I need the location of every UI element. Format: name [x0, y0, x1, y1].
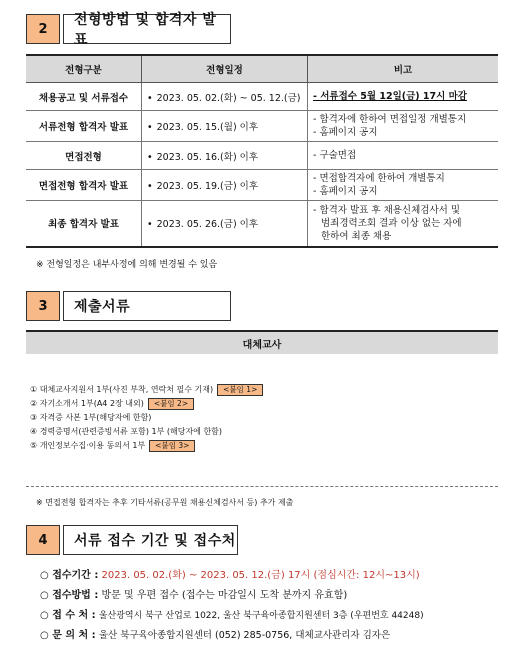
column-header-category: 전형구분 [26, 55, 142, 83]
section-2-heading [26, 12, 231, 48]
row-category: 서류전형 합격자 발표 [26, 111, 142, 142]
row-date: • 2023. 05. 16.(화) 이후 [142, 142, 308, 170]
schedule-table [26, 54, 498, 248]
row-date: • 2023. 05. 02.(화) ~ 05. 12.(금) [142, 83, 308, 111]
table-row [26, 83, 498, 111]
section-4-number: 4 [26, 525, 60, 555]
list-item: ② 자기소개서 1부(A4 2장 내외) <붙임 2> [30, 397, 263, 411]
row-note: - 합격자에 한하여 면접일정 개별통지 - 홈페이지 공지 [308, 111, 499, 142]
list-item: ① 대체교사지원서 1부(사진 부착, 연락처 필수 기재) <붙임 1> [30, 383, 263, 397]
documents-header: 대체교사 [26, 330, 498, 354]
table-row [26, 201, 498, 247]
row-category: 최종 합격자 발표 [26, 201, 142, 247]
documents-footnote: ※ 면접전형 합격자는 추후 기타서류(공무원 채용신체검사서 등) 추가 제출 [36, 498, 294, 507]
row-category: 면접전형 합격자 발표 [26, 170, 142, 201]
row-date: • 2023. 05. 19.(금) 이후 [142, 170, 308, 201]
schedule-footnote: ※ 전형일정은 내부사정에 의해 변경될 수 있음 [36, 260, 218, 270]
section-2-title: 전형방법 및 합격자 발표 [63, 14, 231, 44]
attachment-tag: <붙임 1> [217, 384, 263, 396]
section-2-number: 2 [26, 14, 60, 44]
table-row [26, 142, 498, 170]
section-4-heading [26, 525, 238, 555]
list-item: ⑤ 개인정보수집·이용 동의서 1부 <붙임 3> [30, 439, 263, 453]
list-item: ④ 경력증명서(관련증빙서류 포함) 1부 (해당자에 한함) [30, 427, 223, 436]
submission-method: ○ 접수방법 : 방문 및 우편 접수 (접수는 마감일시 도착 분까지 유효함) [40, 590, 348, 601]
row-date: • 2023. 05. 26.(금) 이후 [142, 201, 308, 247]
divider [26, 486, 498, 487]
attachment-tag: <붙임 2> [148, 398, 194, 410]
documents-list [30, 383, 263, 453]
submission-place: ○ 접 수 처 : 울산광역시 북구 산업로 1022, 울산 북구육아종합지원센터 3층 (우편번호 44248) [40, 610, 424, 621]
section-4-title: 서류 접수 기간 및 접수처 [63, 525, 238, 555]
submission-period: ○ 접수기간 : 2023. 05. 02.(화) ~ 2023. 05. 12.(금) 17시 (점심시간: 12시~13시) [40, 570, 420, 581]
attachment-tag: <붙임 3> [149, 440, 195, 452]
row-note: - 서류접수 5월 12일(금) 17시 마감 [308, 83, 499, 111]
table-row [26, 170, 498, 201]
row-note: - 면접합격자에 한하여 개별통지 - 홈페이지 공지 [308, 170, 499, 201]
section-3-heading [26, 291, 231, 321]
column-header-date: 전형일정 [142, 55, 308, 83]
table-row [26, 111, 498, 142]
submission-contact: ○ 문 의 처 : 울산 북구육아종합지원센터 (052) 285-0756, 대체교사관리자 김자은 [40, 630, 391, 641]
row-note: - 구술면접 [308, 142, 499, 170]
section-3-title: 제출서류 [63, 291, 231, 321]
submission-info [40, 566, 424, 646]
row-category: 채용공고 및 서류접수 [26, 83, 142, 111]
section-3-number: 3 [26, 291, 60, 321]
column-header-note: 비고 [308, 55, 499, 83]
row-date: • 2023. 05. 15.(월) 이후 [142, 111, 308, 142]
list-item: ③ 자격증 사본 1부(해당자에 한함) [30, 413, 152, 422]
row-category: 면접전형 [26, 142, 142, 170]
row-note: - 합격자 발표 후 채용신체검사서 및 범죄경력조회 결과 이상 없는 자에 한하여 최종 채용 [308, 201, 499, 247]
